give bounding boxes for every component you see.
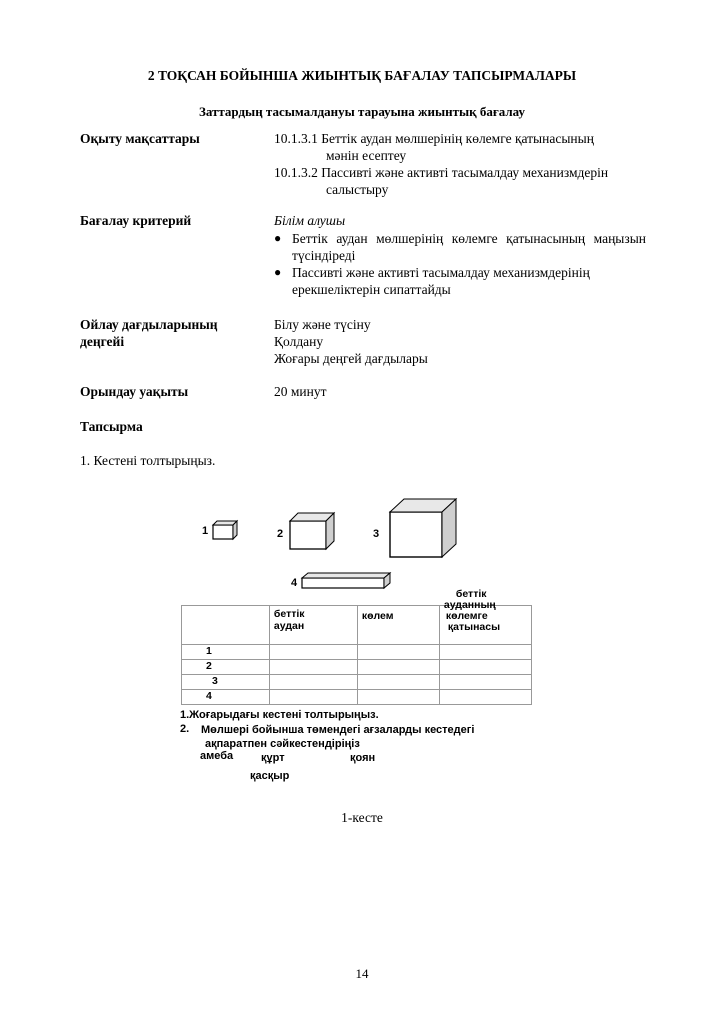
small-cube-1 [213,521,237,539]
time-value: 20 минут [274,384,327,399]
table-header-volume [357,606,439,645]
criteria-intro: Білім алушы [274,213,346,228]
header-text: көлемге [445,610,488,622]
organism-worm: құрт [261,752,285,764]
bullet-icon: ● [274,231,282,245]
thinking-levels [274,316,428,367]
page-number: 14 [355,966,369,981]
objective-2 [274,164,646,198]
header-text: беттік [455,588,487,600]
row-label: 1 [182,645,270,660]
table-cell [439,675,531,690]
flat-bar-4 [300,570,392,592]
objectives-label: Оқыту мақсаттары [80,131,200,146]
table-cell [439,660,531,675]
task-item-1: 1. Кестені толтырыңыз. [80,453,216,468]
thinking-label-line1: Ойлау дағдыларының [80,317,218,332]
table-cell [269,645,357,660]
thinking-level-3: Жоғары деңгей дағдылары [274,351,428,366]
table-cell [357,660,439,675]
thinking-label-line2: деңгейі [80,334,125,349]
table-header-row [182,606,532,645]
table-row [182,645,532,660]
table-row [182,675,532,690]
table-cell [439,645,531,660]
criteria-bullet-1-text: Беттік аудан мөлшерінің көлемге қатынасының маңызын түсіндіреді [292,231,646,263]
table-row [182,690,532,705]
figure-instruction-2-num: 2. [180,723,190,735]
organism-wolf: қасқыр [250,770,290,782]
table-cell [269,675,357,690]
organism-amoeba: амеба [200,750,234,762]
box-label-2: 2 [277,528,284,540]
header-text: аудан [273,620,305,632]
row-label: 2 [182,660,270,675]
criteria-label: Бағалау критерий [80,213,192,228]
criteria-bullet-2-text: Пассивті және активті тасымалдау механизмдерінің ерекшеліктерін сипаттайды [292,265,590,297]
time-label: Орындау уақыты [80,384,189,399]
row-label: 4 [182,690,270,705]
page-title: 2 ТОҚСАН БОЙЫНША ЖИЫНТЫҚ БАҒАЛАУ ТАПСЫРМАЛАРЫ [147,68,577,83]
thinking-level-2: Қолдану [274,334,324,349]
table-row [182,660,532,675]
figure-instruction-2-line1: Мөлшері бойынша төмендегі ағзаларды кестедегі [201,724,475,736]
criteria-bullet-1 [274,230,646,264]
thinking-level-1: Білу және түсіну [274,317,371,332]
figure-instruction-1: 1.Жоғарыдағы кестені толтырыңыз. [180,709,379,721]
large-cube-3 [390,499,456,557]
objective-1-line1: 10.1.3.1 Беттік аудан мөлшерінің көлемге қатынасының [274,131,594,146]
criteria-bullet-2 [274,264,646,298]
section-subtitle: Заттардың тасымалдануы тарауына жиынтық бағалау [198,104,526,119]
table-header-empty [182,606,270,645]
header-text: беттік [273,608,305,620]
header-text: қатынасы [447,621,501,633]
table-cell [357,645,439,660]
header-text: көлем [361,610,394,622]
table-caption: 1-кесте [341,810,383,825]
objective-1-line2: мәнін есептеу [326,148,407,163]
task-heading: Тапсырма [80,419,143,434]
medium-cube-2 [290,513,334,549]
bullet-icon: ● [274,265,282,279]
thinking-label [80,316,218,350]
table-header-surface-area [269,606,357,645]
box-label-1: 1 [202,525,209,537]
objective-2-line2: салыстыру [326,182,389,197]
table-cell [357,690,439,705]
table-cell [357,675,439,690]
table-cell [269,690,357,705]
objective-2-line1: 10.1.3.2 Пассивті және активті тасымалдау механизмдерін [274,165,609,180]
table-cell [269,660,357,675]
objective-1 [274,130,646,164]
figure-instruction-2-line2: ақпаратпен сәйкестендіріңіз [205,738,360,750]
table-header-ratio [439,588,531,645]
ratio-table [181,588,532,705]
ratio-header-text [443,588,501,633]
box-label-3: 3 [373,528,380,540]
row-label: 3 [182,675,270,690]
header-text: ауданның [443,599,496,611]
table-cell [439,690,531,705]
box-label-4: 4 [291,577,298,589]
organism-rabbit: қоян [350,752,376,764]
